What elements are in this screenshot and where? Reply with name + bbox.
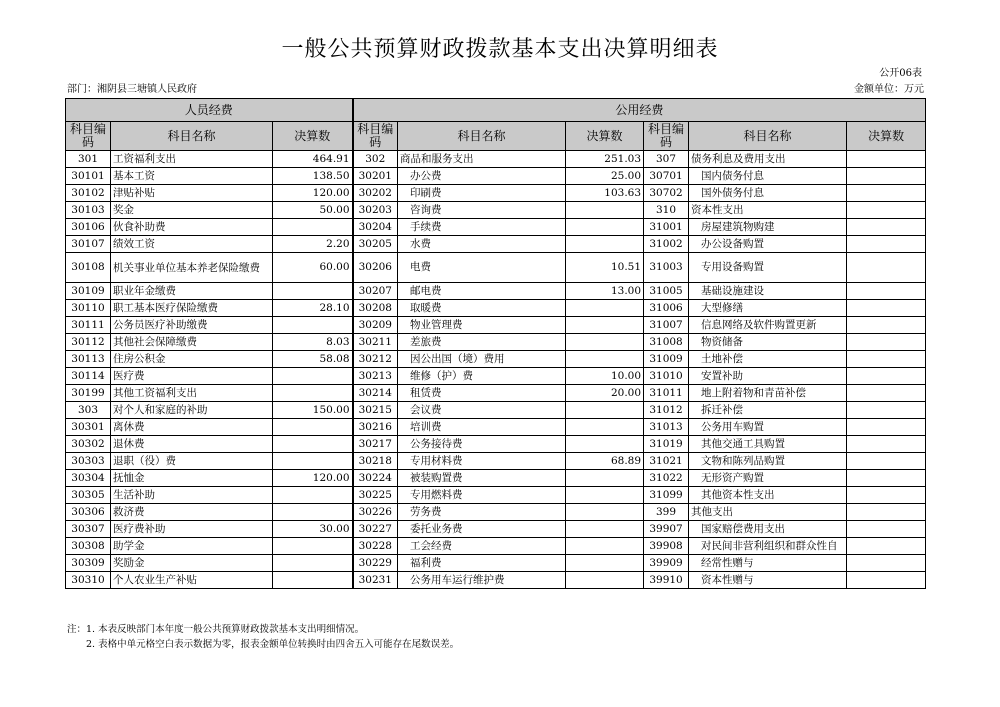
table-row: [66, 283, 926, 300]
amount-cell: [847, 253, 926, 283]
code-cell: 30306: [66, 504, 111, 521]
name-cell: 津贴补贴: [111, 185, 273, 202]
name-cell: 离休费: [111, 419, 273, 436]
code-cell: 30213: [353, 368, 398, 385]
code-cell: 31007: [644, 317, 689, 334]
amount-cell: [847, 504, 926, 521]
amount-cell: [566, 351, 644, 368]
code-cell: 31021: [644, 453, 689, 470]
name-cell: 办公费: [398, 168, 566, 185]
amount-cell: [847, 538, 926, 555]
name-cell: 助学金: [111, 538, 273, 555]
code-cell: 30309: [66, 555, 111, 572]
code-cell: 30231: [353, 572, 398, 589]
code-cell: 30226: [353, 504, 398, 521]
table-row: [66, 402, 926, 419]
amount-cell: [566, 538, 644, 555]
name-cell: 资本性赠与: [689, 572, 847, 589]
col-header-amount: 决算数: [273, 122, 353, 151]
code-cell: 30111: [66, 317, 111, 334]
name-cell: 退休费: [111, 436, 273, 453]
amount-cell: [847, 487, 926, 504]
code-cell: 30216: [353, 419, 398, 436]
col-header-amount: 决算数: [566, 122, 644, 151]
name-cell: 专用材料费: [398, 453, 566, 470]
amount-cell: [566, 402, 644, 419]
code-cell: 30206: [353, 253, 398, 283]
code-cell: 303: [66, 402, 111, 419]
name-cell: 救济费: [111, 504, 273, 521]
amount-cell: [273, 219, 353, 236]
name-cell: 职业年金缴费: [111, 283, 273, 300]
amount-cell: 138.50: [273, 168, 353, 185]
col-header-amount: 决算数: [847, 122, 926, 151]
name-cell: 国外债务付息: [689, 185, 847, 202]
amount-cell: [273, 419, 353, 436]
table-row: [66, 334, 926, 351]
code-cell: 30208: [353, 300, 398, 317]
code-cell: 30107: [66, 236, 111, 253]
amount-cell: [847, 219, 926, 236]
name-cell: 医疗费补助: [111, 521, 273, 538]
code-cell: 39907: [644, 521, 689, 538]
code-cell: 30102: [66, 185, 111, 202]
table-row: [66, 436, 926, 453]
name-cell: 水费: [398, 236, 566, 253]
name-cell: 住房公积金: [111, 351, 273, 368]
amount-cell: [847, 185, 926, 202]
code-cell: 30114: [66, 368, 111, 385]
amount-cell: [847, 368, 926, 385]
code-cell: 30214: [353, 385, 398, 402]
code-cell: 30204: [353, 219, 398, 236]
name-cell: 土地补偿: [689, 351, 847, 368]
table-row: [66, 317, 926, 334]
table-row: [66, 351, 926, 368]
amount-cell: [847, 453, 926, 470]
name-cell: 无形资产购置: [689, 470, 847, 487]
code-cell: 31011: [644, 385, 689, 402]
code-cell: 30302: [66, 436, 111, 453]
code-cell: 30304: [66, 470, 111, 487]
name-cell: 福利费: [398, 555, 566, 572]
amount-cell: [566, 300, 644, 317]
name-cell: 电费: [398, 253, 566, 283]
amount-cell: [273, 504, 353, 521]
name-cell: 抚恤金: [111, 470, 273, 487]
amount-cell: 251.03: [566, 151, 644, 168]
name-cell: 因公出国（境）费用: [398, 351, 566, 368]
table-row: [66, 368, 926, 385]
amount-cell: [847, 385, 926, 402]
name-cell: 其他交通工具购置: [689, 436, 847, 453]
table-row: [66, 453, 926, 470]
name-cell: 公务用车运行维护费: [398, 572, 566, 589]
name-cell: 办公设备购置: [689, 236, 847, 253]
col-header-code: 科目编码: [66, 122, 111, 151]
name-cell: 生活补助: [111, 487, 273, 504]
code-cell: 31002: [644, 236, 689, 253]
amount-cell: [273, 487, 353, 504]
name-cell: 经常性赠与: [689, 555, 847, 572]
amount-cell: [566, 202, 644, 219]
table-row: [66, 572, 926, 589]
name-cell: 绩效工资: [111, 236, 273, 253]
amount-cell: [273, 453, 353, 470]
amount-cell: [847, 351, 926, 368]
group-header-public: 公用经费: [353, 99, 926, 122]
name-cell: 房屋建筑物购建: [689, 219, 847, 236]
amount-cell: [566, 470, 644, 487]
amount-cell: [566, 572, 644, 589]
amount-cell: [273, 555, 353, 572]
footnote: 2. 表格中单元格空白表示数据为零，报表金额单位转换时由四舍五入可能存在尾数误差。: [86, 639, 460, 650]
name-cell: 租赁费: [398, 385, 566, 402]
amount-cell: [847, 151, 926, 168]
code-cell: 310: [644, 202, 689, 219]
name-cell: 专用燃料费: [398, 487, 566, 504]
table-row: [66, 385, 926, 402]
name-cell: 取暖费: [398, 300, 566, 317]
table-row: [66, 487, 926, 504]
amount-cell: [566, 334, 644, 351]
code-cell: 31013: [644, 419, 689, 436]
code-cell: 31099: [644, 487, 689, 504]
code-cell: 30202: [353, 185, 398, 202]
amount-cell: 20.00: [566, 385, 644, 402]
amount-cell: [847, 436, 926, 453]
table-row: [66, 521, 926, 538]
amount-cell: [273, 436, 353, 453]
name-cell: 印刷费: [398, 185, 566, 202]
table-row: [66, 555, 926, 572]
code-cell: 39908: [644, 538, 689, 555]
name-cell: 其他工资福利支出: [111, 385, 273, 402]
name-cell: 资本性支出: [689, 202, 847, 219]
name-cell: 物业管理费: [398, 317, 566, 334]
amount-cell: [273, 385, 353, 402]
code-cell: 302: [353, 151, 398, 168]
table-row: [66, 538, 926, 555]
name-cell: 物资储备: [689, 334, 847, 351]
code-cell: 31003: [644, 253, 689, 283]
name-cell: 其他支出: [689, 504, 847, 521]
table-row: [66, 185, 926, 202]
amount-cell: [566, 236, 644, 253]
code-cell: 30108: [66, 253, 111, 283]
amount-cell: 8.03: [273, 334, 353, 351]
name-cell: 地上附着物和青苗补偿: [689, 385, 847, 402]
amount-cell: [273, 538, 353, 555]
table-code: 公开06表: [879, 68, 922, 79]
name-cell: 公务接待费: [398, 436, 566, 453]
name-cell: 大型修缮: [689, 300, 847, 317]
code-cell: 30310: [66, 572, 111, 589]
amount-cell: [566, 317, 644, 334]
amount-cell: 10.00: [566, 368, 644, 385]
code-cell: 30308: [66, 538, 111, 555]
amount-cell: [847, 470, 926, 487]
amount-cell: [566, 436, 644, 453]
name-cell: 工会经费: [398, 538, 566, 555]
col-header-code: 科目编码: [644, 122, 689, 151]
code-cell: 30301: [66, 419, 111, 436]
code-cell: 30201: [353, 168, 398, 185]
amount-cell: [847, 419, 926, 436]
amount-cell: [566, 504, 644, 521]
amount-cell: [847, 555, 926, 572]
code-cell: 30228: [353, 538, 398, 555]
amount-cell: [847, 168, 926, 185]
amount-cell: [566, 219, 644, 236]
amount-cell: 30.00: [273, 521, 353, 538]
amount-cell: 60.00: [273, 253, 353, 283]
amount-cell: [566, 555, 644, 572]
footnote: 注：1. 本表反映部门本年度一般公共预算财政拨款基本支出明细情况。: [67, 624, 365, 635]
name-cell: 公务用车购置: [689, 419, 847, 436]
name-cell: 公务员医疗补助缴费: [111, 317, 273, 334]
name-cell: 委托业务费: [398, 521, 566, 538]
amount-cell: 120.00: [273, 470, 353, 487]
expenditure-table: [65, 98, 926, 589]
amount-cell: 13.00: [566, 283, 644, 300]
name-cell: 其他社会保障缴费: [111, 334, 273, 351]
code-cell: 31022: [644, 470, 689, 487]
code-cell: 30218: [353, 453, 398, 470]
name-cell: 对个人和家庭的补助: [111, 402, 273, 419]
code-cell: 30103: [66, 202, 111, 219]
code-cell: 30215: [353, 402, 398, 419]
amount-cell: 68.89: [566, 453, 644, 470]
name-cell: 专用设备购置: [689, 253, 847, 283]
name-cell: 维修（护）费: [398, 368, 566, 385]
amount-cell: [273, 368, 353, 385]
table-row: [66, 236, 926, 253]
code-cell: 31005: [644, 283, 689, 300]
footnotes: [67, 622, 459, 652]
name-cell: 国家赔偿费用支出: [689, 521, 847, 538]
amount-cell: [847, 402, 926, 419]
name-cell: 培训费: [398, 419, 566, 436]
code-cell: 30225: [353, 487, 398, 504]
name-cell: 对民间非营利组织和群众性自: [689, 538, 847, 555]
name-cell: 安置补助: [689, 368, 847, 385]
table-row: [66, 253, 926, 283]
col-header-name: 科目名称: [111, 122, 273, 151]
amount-cell: [566, 487, 644, 504]
name-cell: 手续费: [398, 219, 566, 236]
name-cell: 国内债务付息: [689, 168, 847, 185]
table-row: [66, 504, 926, 521]
amount-unit-label: 金额单位：万元: [854, 84, 924, 95]
code-cell: 39909: [644, 555, 689, 572]
name-cell: 商品和服务支出: [398, 151, 566, 168]
amount-cell: 25.00: [566, 168, 644, 185]
table-row: [66, 419, 926, 436]
amount-cell: [273, 572, 353, 589]
name-cell: 奖金: [111, 202, 273, 219]
amount-cell: 58.08: [273, 351, 353, 368]
code-cell: 30112: [66, 334, 111, 351]
code-cell: 30113: [66, 351, 111, 368]
name-cell: 咨询费: [398, 202, 566, 219]
name-cell: 退职（役）费: [111, 453, 273, 470]
name-cell: 基本工资: [111, 168, 273, 185]
name-cell: 医疗费: [111, 368, 273, 385]
group-header-personnel: 人员经费: [66, 99, 353, 122]
code-cell: 30207: [353, 283, 398, 300]
table-row: [66, 168, 926, 185]
code-cell: 31001: [644, 219, 689, 236]
code-cell: 30110: [66, 300, 111, 317]
code-cell: 39910: [644, 572, 689, 589]
name-cell: 拆迁补偿: [689, 402, 847, 419]
amount-cell: 50.00: [273, 202, 353, 219]
table-row: [66, 300, 926, 317]
code-cell: 31010: [644, 368, 689, 385]
amount-cell: 2.20: [273, 236, 353, 253]
code-cell: 30702: [644, 185, 689, 202]
code-cell: 30205: [353, 236, 398, 253]
col-header-name: 科目名称: [689, 122, 847, 151]
amount-cell: 28.10: [273, 300, 353, 317]
name-cell: 其他资本性支出: [689, 487, 847, 504]
table-row: [66, 151, 926, 168]
amount-cell: 464.91: [273, 151, 353, 168]
table-row: [66, 202, 926, 219]
table-body: [66, 151, 926, 589]
code-cell: 30101: [66, 168, 111, 185]
name-cell: 差旅费: [398, 334, 566, 351]
amount-cell: [273, 283, 353, 300]
name-cell: 邮电费: [398, 283, 566, 300]
name-cell: 机关事业单位基本养老保险缴费: [111, 253, 273, 283]
code-cell: 31012: [644, 402, 689, 419]
code-cell: 30199: [66, 385, 111, 402]
amount-cell: [847, 334, 926, 351]
code-cell: 30209: [353, 317, 398, 334]
amount-cell: [847, 283, 926, 300]
code-cell: 30229: [353, 555, 398, 572]
name-cell: 会议费: [398, 402, 566, 419]
table-row: [66, 470, 926, 487]
code-cell: 30701: [644, 168, 689, 185]
code-cell: 31009: [644, 351, 689, 368]
amount-cell: 10.51: [566, 253, 644, 283]
amount-cell: [847, 317, 926, 334]
amount-cell: 120.00: [273, 185, 353, 202]
amount-cell: [273, 317, 353, 334]
code-cell: 30227: [353, 521, 398, 538]
name-cell: 工资福利支出: [111, 151, 273, 168]
name-cell: 奖励金: [111, 555, 273, 572]
code-cell: 307: [644, 151, 689, 168]
code-cell: 301: [66, 151, 111, 168]
name-cell: 被装购置费: [398, 470, 566, 487]
amount-cell: [847, 521, 926, 538]
code-cell: 30307: [66, 521, 111, 538]
code-cell: 30203: [353, 202, 398, 219]
code-cell: 30106: [66, 219, 111, 236]
amount-cell: 103.63: [566, 185, 644, 202]
table-row: [66, 219, 926, 236]
amount-cell: [847, 236, 926, 253]
code-cell: 30224: [353, 470, 398, 487]
code-cell: 30109: [66, 283, 111, 300]
col-header-name: 科目名称: [398, 122, 566, 151]
amount-cell: [566, 521, 644, 538]
code-cell: 399: [644, 504, 689, 521]
code-cell: 30305: [66, 487, 111, 504]
amount-cell: [566, 419, 644, 436]
amount-cell: [847, 572, 926, 589]
code-cell: 30217: [353, 436, 398, 453]
page-title: 一般公共预算财政拨款基本支出决算明细表: [281, 37, 719, 62]
code-cell: 31006: [644, 300, 689, 317]
code-cell: 31019: [644, 436, 689, 453]
col-header-code: 科目编码: [353, 122, 398, 151]
name-cell: 个人农业生产补贴: [111, 572, 273, 589]
code-cell: 30303: [66, 453, 111, 470]
amount-cell: [847, 202, 926, 219]
code-cell: 30211: [353, 334, 398, 351]
amount-cell: 150.00: [273, 402, 353, 419]
department-label: 部门：湘阴县三塘镇人民政府: [67, 84, 197, 95]
name-cell: 文物和陈列品购置: [689, 453, 847, 470]
name-cell: 劳务费: [398, 504, 566, 521]
name-cell: 职工基本医疗保险缴费: [111, 300, 273, 317]
name-cell: 基础设施建设: [689, 283, 847, 300]
name-cell: 债务利息及费用支出: [689, 151, 847, 168]
name-cell: 伙食补助费: [111, 219, 273, 236]
code-cell: 30212: [353, 351, 398, 368]
name-cell: 信息网络及软件购置更新: [689, 317, 847, 334]
code-cell: 31008: [644, 334, 689, 351]
amount-cell: [847, 300, 926, 317]
